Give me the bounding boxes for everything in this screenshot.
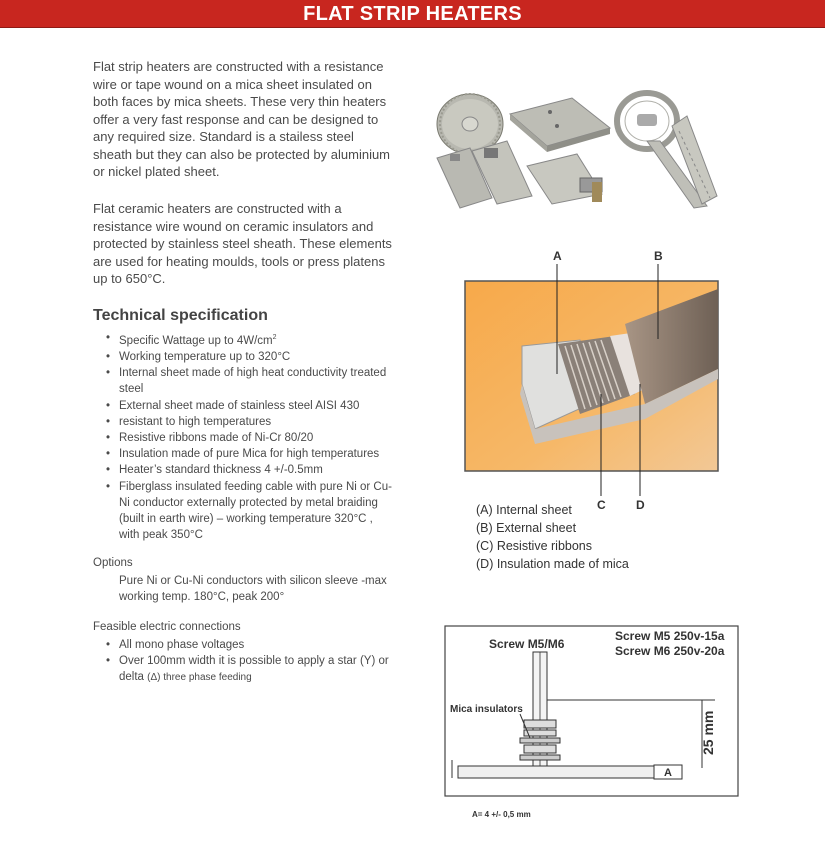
page-title: FLAT STRIP HEATERS [303,3,522,25]
spec-item: • Fiberglass insulated feeding cable with pure Ni or Cu-Ni conductor externally protected by metal braiding (built in earth wire) – working temperature 320°C , with peak 350°C [104,479,394,544]
options-label: Options [93,557,133,569]
connections-item: • All mono phase voltages [104,637,404,653]
label-d: D [636,498,645,512]
legend-item: (D) Insulation made of mica [476,557,629,571]
title-banner [0,0,825,28]
connections-list [104,637,404,687]
screw-label: Screw M5/M6 [489,637,565,651]
dimension-label: 25 mm [700,710,716,755]
options-text: Pure Ni or Cu-Ni conductors with silicon sleeve -max working temp. 180°C, peak 200° [119,575,387,603]
mica-insulators-label: Mica insulators [450,704,523,715]
spec-list [104,330,394,543]
cutaway-legend [476,501,629,573]
spec-item: • resistant to high temperatures [104,414,394,430]
spec-item: • Heater’s standard thickness 4 +/-0.5mm [104,462,394,478]
spec-item: • Resistive ribbons made of Ni-Cr 80/20 [104,430,394,446]
screw-spec-line-2: Screw M6 250v-20a [615,644,725,658]
label-b: B [654,249,663,263]
cutaway-photo [440,244,720,516]
intro-paragraph-1: Flat strip heaters are constructed with a resistance wire or tape wound on a mica sheet insulated on both faces by mica sheets. These very thin heaters offer a very fast response and can be designed to any required size. Standard is a stailess steel sheath but they can also be protected by aluminium or nickel plated sheet. [93,59,391,179]
spec-heading: Technical specification [93,307,268,324]
connections-label: Feasible electric connections [93,621,241,633]
legend-item: (C) Resistive ribbons [476,539,593,553]
screw-spec-line-1: Screw M5 250v-15a [615,629,725,643]
product-photo [432,86,722,216]
heater-plate-shape [458,766,676,778]
label-a: A [553,249,562,263]
legend-item: (B) External sheet [476,521,577,535]
spec-wattage-text: Specific Wattage up to 4W/cm [119,334,273,347]
technical-drawing [440,620,745,825]
tolerance-note: A= 4 +/- 0,5 mm [472,810,531,819]
spec-item: • External sheet made of stainless steel AISI 430 [104,398,394,414]
connections-item-small-text: (Δ) three phase feeding [147,672,252,684]
spec-item: • Working temperature up to 320°C [104,349,394,365]
connections-item-text: Over 100mm width it is possible to apply a star (Y) or delta [119,655,389,684]
legend-item: (A) Internal sheet [476,503,572,517]
spec-item [104,330,394,349]
label-c: C [597,498,606,512]
spec-item: • Insulation made of pure Mica for high temperatures [104,446,394,462]
connections-item [104,653,404,686]
intro-paragraph-2: Flat ceramic heaters are constructed with a resistance wire wound on ceramic insulators and protected by stainless steel sheath. These elements are used for heating moulds, tools or press platens up to 650°C. [93,201,392,286]
thickness-marker: A [664,767,672,779]
spec-wattage-superscript: 2 [272,334,277,341]
spec-item: • Internal sheet made of high heat conductivity treated steel [104,365,394,397]
